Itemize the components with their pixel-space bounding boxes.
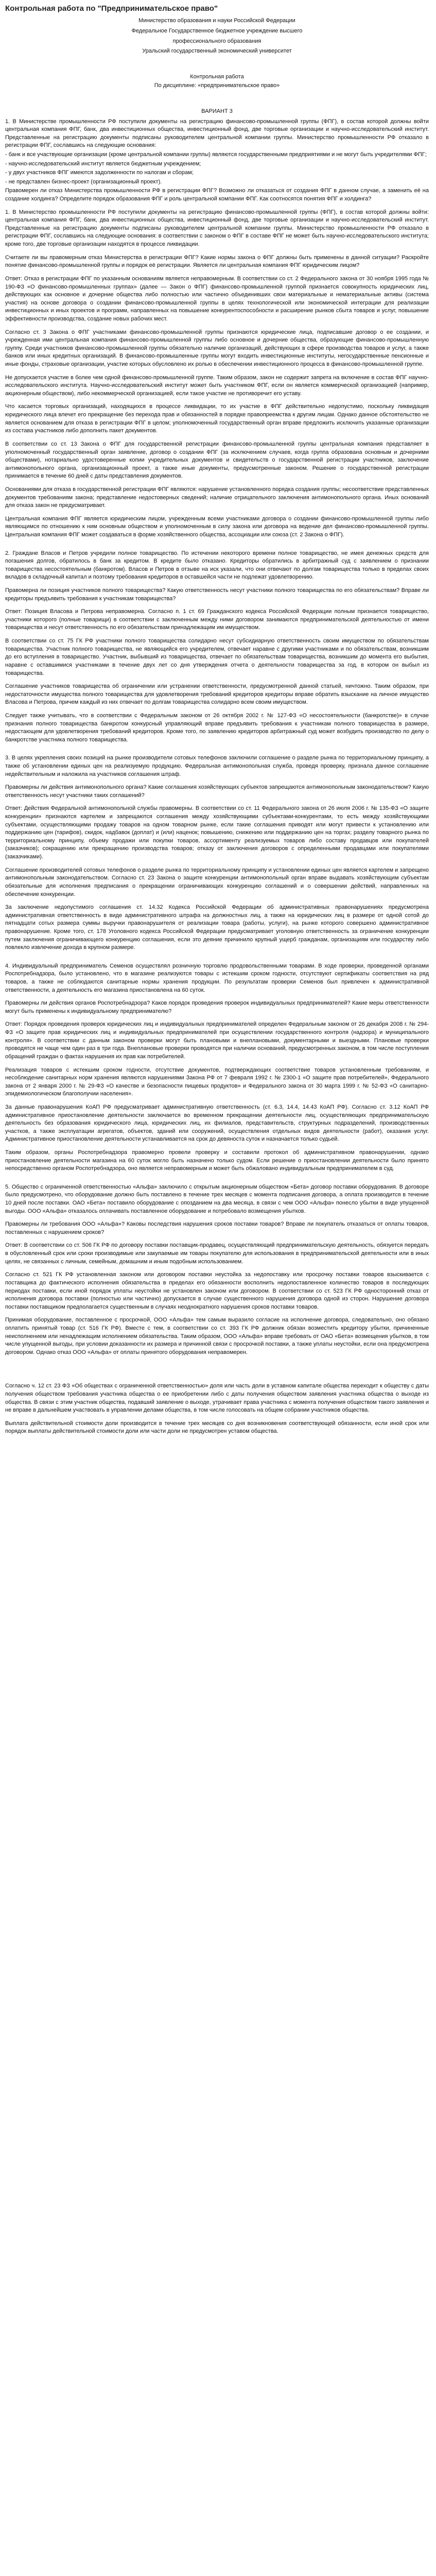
paragraph: Основаниями для отказа в государственной регистрации ФПГ являются: нарушение установленного порядка создания группы; несоответствие представленных документов требованиям закона; представление недостоверных сведений; наличие отрицательного заключения антимонопольного органа. Иных оснований для отказа закон не предусматривает.	[5, 486, 429, 509]
paragraph: Реализация товаров с истекшим сроком годности, отсутствие документов, подтверждающих соответствие товаров установленным требованиям, и несоблюдение санитарных норм хранения являются нарушениями Закона РФ от 7 февраля 1992 г. № 2300-1 «О защите прав потребителей», Федерального закона от 2 января 2000 г. № 29-ФЗ «О качестве и безопасности пищевых продуктов» и Федерального закона от 30 марта 1999 г. № 52-ФЗ «О санитарно-эпидемиологическом благополучии населения».	[5, 1066, 429, 1097]
paragraph: Ответ: Порядок проведения проверок юридических лиц и индивидуальных предпринимателей определен Федеральным законом от 26 декабря 2008 г. № 294-ФЗ «О защите прав юридических лиц и индивидуальных предпринимателей при осуществлении государственного контроля (надзора) и муниципального контроля». В соответствии с данным законом проверки могут быть плановыми и внеплановыми, документарными и выездными. Плановые проверки проводятся не чаще чем один раз в три года. Внеплановые проверки проводятся при наличии оснований, предусмотренных законом, в том числе поступления обращений граждан о фактах нарушения их прав как потребителей.	[5, 1021, 429, 1060]
paragraph: Правомерен ли отказ Министерства промышленности РФ в регистрации ФПГ? Возможно ли отказаться от создания ФПГ в данном случае, а заменить её на создание холдинга? Определите порядок образования ФПГ и роль центральной компании ФПГ. Как соотносятся понятия ФПГ и холдинга?	[5, 188, 429, 202]
variant-label: ВАРИАНТ 3	[201, 108, 233, 114]
paragraph: 1. В Министерство промышленности РФ поступили документы на регистрацию финансово-промышленной группы (ФПГ), в состав которой должны войти: центральная компания ФПГ, банк, два инвестиционных общества, инвестиционный фонд, две торговые организации и научно-исследовательский институт. Представленные на регистрацию документы подписаны руководителем центральной компании группы. Министерство промышленности РФ отказало в регистрации ФПГ, сославшись на следующие основания: в соответствии с законом о ФПГ в составе ФПГ не может быть научно-исследовательского института; кроме того, две торговые организации находятся в процессе ликвидации.	[5, 209, 429, 248]
paragraph: Правомерна ли позиция участников полного товарищества? Какую ответственность несут участники полного товарищества по его обязательствам? Вправе ли кредиторы предъявить требования к участникам товарищества?	[5, 587, 429, 602]
header-line: Министерство образования и науки Российской Федерации	[138, 18, 295, 24]
paragraph: 4. Индивидуальный предприниматель Семенов осуществлял розничную торговлю продовольственными товарами. В ходе проверки, проведенной органами Роспотребнадзора, было установлено, что в магазине реализуются товары с истекшим сроком годности, отсутствуют сертификаты соответствия на ряд товаров, а также не соблюдаются санитарные нормы хранения продукции. По результатам проверки Семенов был привлечен к административной ответственности, а деятельность его магазина приостановлена на 60 суток.	[5, 962, 429, 993]
paragraph: 3. В целях укрепления своих позиций на рынке производители сотовых телефонов заключили соглашение о разделе рынка по территориальному принципу, а также об установлении единых цен на реализуемую продукцию. Федеральная антимонопольная служба, проведя проверку, признала данное соглашение недействительным и наложила на участников соглашения штраф.	[5, 755, 429, 777]
answer-1	[5, 209, 429, 539]
paragraph: Центральная компания ФПГ является юридическим лицом, учрежденным всеми участниками договора о создании финансово-промышленной группы либо являющимся по отношению к ним основным обществом и уполномоченным в силу закона или договора на ведение дел финансово-промышленной группы. Центральная компания ФПГ может создаваться в форме хозяйственного общества, ассоциации или союза (ст. 2 Закона о ФПГ).	[5, 515, 429, 538]
paragraph: Правомерны ли действия органов Роспотребнадзора? Каков порядок проведения проверок индивидуальных предпринимателей? Какие меры ответственности могут быть применены к индивидуальному предпринимателю?	[5, 1000, 429, 1014]
closing-section	[5, 1382, 429, 1436]
paragraph: Следует также учитывать, что в соответствии с Федеральным законом от 26 октября 2002 г. № 127-ФЗ «О несостоятельности (банкротстве)» в случае признания полного товарищества банкротом конкурсный управляющий вправе предъявить требования к участникам полного товарищества в размере, недостающем для удовлетворения требований кредиторов. Кроме того, по заявлению кредиторов арбитражный суд может возбудить производство по делу о банкротстве участника полного товарищества.	[5, 712, 429, 743]
header-line: Уральский государственный экономический университет	[142, 48, 292, 55]
paragraph: В соответствии со ст. 75 ГК РФ участники полного товарищества солидарно несут субсидиарную ответственность своим имуществом по обязательствам товарищества. Участник полного товарищества, не являющийся его учредителем, отвечает наравне с другими участниками и по обязательствам, возникшим до его вступления в товарищество. Участник, выбывший из товарищества, отвечает по обязательствам товарищества, возникшим до момента его выбытия, наравне с оставшимися участниками в течение двух лет со дня утверждения отчета о деятельности товарищества за год, в котором он выбыл из товарищества.	[5, 638, 429, 676]
case-4	[5, 962, 429, 1173]
paragraph: Не допускается участие в более чем одной финансово-промышленной группе. Таким образом, закон не содержит запрета на включение в состав ФПГ научно-исследовательского института. Научно-исследовательский институт может быть участником ФПГ, если он является коммерческой организацией (например, акционерным обществом), либо некоммерческой организацией, если такое участие не противоречит его уставу.	[5, 374, 429, 397]
paragraph: 5. Общество с ограниченной ответственностью «Альфа» заключило с открытым акционерным обществом «Бета» договор поставки оборудования. В договоре было предусмотрено, что оборудование должно быть поставлено в течение трех месяцев с момента подписания договора, а оплата производится в течение 10 дней после поставки. ОАО «Бета» поставило оборудование с опозданием на два месяца, в связи с чем ООО «Альфа» понесло убытки в виде упущенной выгоды. ООО «Альфа» отказалось оплачивать поставленное оборудование и потребовало возмещения убытков.	[5, 1183, 429, 1214]
paragraph: Считаете ли вы правомерным отказ Министерства в регистрации ФПГ? Какие нормы закона о ФПГ должны быть применены в данной ситуации? Раскройте понятие финансово-промышленной группы и порядок её регистрации. Является ли центральная компания ФПГ юридическим лицом?	[5, 254, 429, 269]
paragraph: Соглашение производителей сотовых телефонов о разделе рынка по территориальному принципу и установлении единых цен является картелем и запрещено антимонопольным законодательством. Согласно ст. 23 Закона о защите конкуренции антимонопольный орган вправе выдавать хозяйствующим субъектам обязательные для исполнения предписания о прекращении ограничивающих конкуренцию соглашений и о совершении действий, направленных на обеспечение конкуренции.	[5, 867, 429, 897]
paragraph: 2. Граждане Власов и Петров учредили полное товарищество. По истечении некоторого времени полное товарищество, не имея денежных средств для погашения долгов, обратилось в банк за кредитом. В кредите было отказано. Кредиторы обратились в арбитражный суд с заявлением о признании товарищества несостоятельным (банкротом). Власов и Петров в отзыве на иск указали, что они отвечают по долгам товарищества только в пределах своих вкладов в складочный капитал и поэтому требования кредиторов в оставшейся части не подлежат удовлетворению.	[5, 550, 429, 581]
case-3	[5, 754, 429, 952]
paragraph: - банк и все участвующие организации (кроме центральной компании группы) являются государственными предприятиями и не могут быть учредителями ФПГ;	[5, 151, 427, 158]
paragraph: - не представлен бизнес-проект (организационный проект).	[5, 178, 162, 185]
paragraph: Ответ: Действия Федеральной антимонопольной службы правомерны. В соответствии со ст. 11 Федерального закона от 26 июля 2006 г. № 135-ФЗ «О защите конкуренции» признаются картелем и запрещаются соглашения между хозяйствующими субъектами-конкурентами, то есть между хозяйствующими субъектами, осуществляющими продажу товаров на одном товарном рынке, если такие соглашения приводят или могут привести к установлению или поддержанию цен (тарифов), скидок, надбавок (доплат) и (или) наценок; повышению, снижению или поддержанию цен на торгах; разделу товарного рынка по территориальному принципу, объему продажи или покупки товаров, ассортименту реализуемых товаров либо составу продавцов или покупателей (заказчиков); сокращению или прекращению производства товаров; отказу от заключения договоров с определенными продавцами или покупателями (заказчиками).	[5, 805, 429, 860]
cover-line-work: Контрольная работа	[190, 73, 244, 80]
header-line: профессионального образования	[172, 38, 261, 44]
paragraph: - научно-исследовательский институт является бюджетным учреждением;	[5, 160, 201, 167]
paragraph: Ответ: Позиция Власова и Петрова неправомерна. Согласно п. 1 ст. 69 Гражданского кодекса Российской Федерации полным признается товарищество, участники которого (полные товарищи) в соответствии с заключенным между ними договором занимаются предпринимательской деятельностью от имени товарищества и несут ответственность по его обязательствам принадлежащим им имуществом.	[5, 608, 429, 631]
cover-line-discipline: По дисциплине: «предпринимательское право»	[154, 82, 280, 89]
paragraph: Ответ: Отказ в регистрации ФПГ по указанным основаниям является неправомерным. В соответствии со ст. 2 Федерального закона от 30 ноября 1995 года № 190-ФЗ «О финансово-промышленных группах» (далее — Закон о ФПГ) финансово-промышленной группой признается совокупность юридических лиц, действующих как основное и дочерние общества либо полностью или частично объединивших свои материальные и нематериальные активы (система участия) на основе договора о создании финансово-промышленной группы в целях технологической или экономической интеграции для реализации инвестиционных и иных проектов и программ, направленных на повышение конкурентоспособности и расширение рынков сбыта товаров и услуг, повышение эффективности производства, создание новых рабочих мест.	[5, 275, 429, 322]
university-header	[5, 17, 429, 55]
paragraph: Ответ: В соответствии со ст. 506 ГК РФ по договору поставки поставщик-продавец, осуществляющий предпринимательскую деятельность, обязуется передать в обусловленный срок или сроки производимые или закупаемые им товары покупателю для использования в предпринимательской деятельности или в иных целях, не связанных с личным, семейным, домашним и иным подобным использованием.	[5, 1242, 429, 1265]
paragraph: За данные правонарушения КоАП РФ предусматривает административную ответственность (ст. 6.3, 14.4, 14.43 КоАП РФ). Согласно ст. 3.12 КоАП РФ административное приостановление деятельности заключается во временном прекращении деятельности лиц, осуществляющих предпринимательскую деятельность без образования юридического лица, юридических лиц, их филиалов, представительств, структурных подразделений, производственных участков, а также эксплуатации агрегатов, объектов, зданий или сооружений, осуществления отдельных видов деятельности (работ), оказания услуг. Административное приостановление деятельности устанавливается на срок до девяноста суток и назначается только судьей.	[5, 1104, 429, 1143]
case-5	[5, 1183, 429, 1357]
paragraph: Таким образом, органы Роспотребнадзора правомерно провели проверку и составили протокол об административном правонарушении, однако приостановление деятельности магазина на 60 суток могло быть назначено только судом. Если решение о приостановлении деятельности было принято непосредственно органом Роспотребнадзора, оно является неправомерным и может быть обжаловано индивидуальным предпринимателем в суд.	[5, 1149, 429, 1172]
paragraph: Принимая оборудование, поставленное с просрочкой, ООО «Альфа» тем самым выразило согласие на исполнение договора, следовательно, оно обязано оплатить принятый товар (ст. 516 ГК РФ). Вместе с тем, в соответствии со ст. 393 ГК РФ должник обязан возместить кредитору убытки, причиненные неисполнением или ненадлежащим исполнением обязательства. Таким образом, ООО «Альфа» вправе требовать от ОАО «Бета» возмещения убытков, в том числе упущенной выгоды, при условии доказанности их размера и причинной связи с просрочкой поставки, а также уплаты неустойки, если она предусмотрена договором. Однако отказ ООО «Альфа» от оплаты принятого оборудования неправомерен.	[5, 1317, 429, 1355]
paragraph: Согласно ч. 12 ст. 23 ФЗ «Об обществах с ограниченной ответственностью» доля или часть доли в уставном капитале общества переходит к обществу с даты получения обществом требования участника общества о ее приобретении либо с даты получения обществом заявления участника общества о выходе из общества. В связи с этим участник общества, подавший заявление о выходе, утрачивает права участника с момента получения обществом такого заявления и не вправе в дальнейшем участвовать в управлении делами общества, в том числе голосовать на общем собрании участников общества.	[5, 1383, 429, 1414]
paragraph: Согласно ст. 521 ГК РФ установленная законом или договором поставки неустойка за недопоставку или просрочку поставки товаров взыскивается с поставщика до фактического исполнения обязательства в пределах его обязанности восполнить недопоставленное количество товаров в последующих периодах поставки, если иной порядок уплаты неустойки не установлен законом или договором. В соответствии со ст. 523 ГК РФ односторонний отказ от исполнения договора поставки (полностью или частично) допускается в случае существенного нарушения договора одной из сторон. Нарушение договора поставки поставщиком предполагается существенным в случаях неоднократного нарушения сроков поставки товаров.	[5, 1272, 429, 1310]
header-line: Федеральное Государственное бюджетное учреждение высшего	[131, 27, 303, 34]
cover-title	[5, 73, 429, 90]
paragraph: 1. В Министерстве промышленности РФ поступили документы на регистрацию финансово-промышленной группы (ФПГ), в состав которой должны войти центральная компания ФПГ, банк, два инвестиционных общества, инвестиционный фонд, две торговые организации и научно-исследовательский институт. Представленные на регистрацию документы подписаны руководителем центральной компании группы. Министерство промышленности РФ отказало в регистрации ФПГ, сославшись на следующие основания:	[5, 118, 429, 149]
paragraph: Правомерны ли действия антимонопольного органа? Какие соглашения хозяйствующих субъектов запрещаются антимонопольным законодательством? Какую ответственность несут участники таких соглашений?	[5, 784, 429, 799]
document-title: Контрольная работа по "Предпринимательское право"	[5, 4, 218, 13]
paragraph: За заключение недопустимого соглашения ст. 14.32 Кодекса Российской Федерации об административных правонарушениях предусмотрена административная ответственность в виде административного штрафа на должностных лиц, а также на юридических лиц в размере от одной сотой до пятнадцати сотых размера суммы выручки правонарушителя от реализации товара (работы, услуги), на рынке которого совершено административное правонарушение. Кроме того, ст. 178 Уголовного кодекса Российской Федерации предусматривает уголовную ответственность за ограничение конкуренции путем заключения ограничивающего конкуренцию соглашения, если это деяние причинило крупный ущерб гражданам, организациям или государству либо повлекло извлечение дохода в крупном размере.	[5, 904, 429, 951]
paragraph: Что касается торговых организаций, находящихся в процессе ликвидации, то их участие в ФПГ действительно недопустимо, поскольку ликвидация юридического лица влечет его прекращение без перехода прав и обязанностей в порядке правопреемства к другим лицам. Однако данное обстоятельство не является основанием для отказа в регистрации ФПГ в целом; уполномоченный государственный орган вправе предложить исключить указанные организации из состава участников либо дополнить пакет документов.	[5, 403, 429, 434]
paragraph: - у двух участников ФПГ имеются задолженности по налогам и сборам;	[5, 170, 194, 176]
paragraph: Правомерны ли требования ООО «Альфа»? Каковы последствия нарушения сроков поставки товаров? Вправе ли покупатель отказаться от оплаты товаров, поставленных с нарушением сроков?	[5, 1221, 429, 1235]
paragraph: Выплата действительной стоимости доли производится в течение трех месяцев со дня возникновения соответствующей обязанности, если иной срок или порядок выплаты действительной стоимости доли или части доли не предусмотрен уставом общества.	[5, 1420, 429, 1435]
paragraph: В соответствии со ст. 13 Закона о ФПГ для государственной регистрации финансово-промышленной группы центральная компания представляет в уполномоченный государственный орган заявление, договор о создании ФПГ (за исключением случаев, когда группа образована основным и дочерними обществами), нотариально удостоверенные копии учредительных документов и свидетельств о государственной регистрации участников, заключение антимонопольного органа, организационный проект, а также иные документы, предусмотренные законом. Решение о государственной регистрации принимается в течение 60 дней с даты представления документов.	[5, 440, 429, 480]
paragraph: Согласно ст. 3 Закона о ФПГ участниками финансово-промышленной группы признаются юридические лица, подписавшие договор о ее создании, и учрежденная ими центральная компания финансово-промышленной группы либо основное и дочерние общества, образующие финансово-промышленную группу. Среди участников финансово-промышленной группы обязательно наличие организаций, действующих в сфере производства товаров и услуг, а также банков или иных кредитных организаций. В финансово-промышленные группы могут входить инвестиционные институты, негосударственные пенсионные и иные фонды, страховые организации, участие которых обусловлено их ролью в обеспечении инвестиционного процесса в финансово-промышленной группе.	[5, 329, 429, 368]
case-2	[5, 550, 429, 744]
paragraph: Соглашение участников товарищества об ограничении или устранении ответственности, предусмотренной данной статьей, ничтожно. Таким образом, при недостаточности имущества полного товарищества для удовлетворения требований кредиторов кредиторы вправе обратить взыскание на личное имущество Власова и Петрова, причем каждый из них отвечает по долгам товарищества солидарно всем своим имуществом.	[5, 683, 429, 706]
task-1	[5, 118, 429, 204]
